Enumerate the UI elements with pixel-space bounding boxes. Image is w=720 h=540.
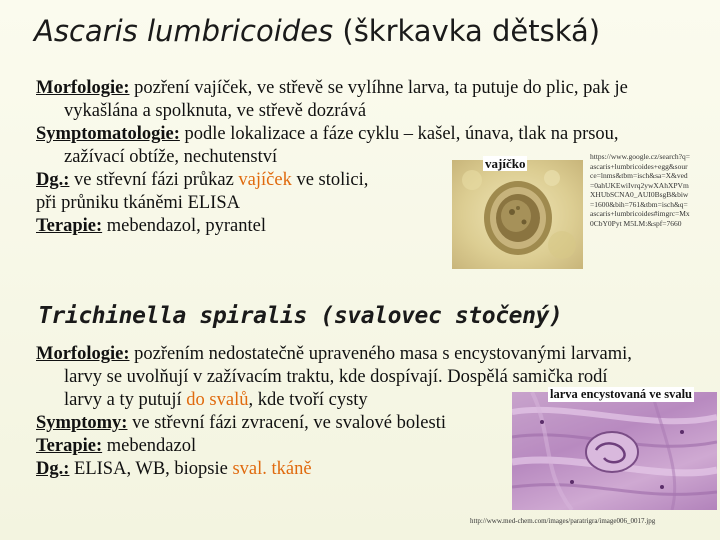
symptomatologie-label: Symptomatologie:: [36, 124, 180, 144]
morfologie-text-cont: vykašlána a spolknuta, ve střevě dozrává: [64, 101, 367, 121]
terapie2-label: Terapie:: [36, 436, 103, 456]
dg-highlight: vajíček: [238, 170, 292, 190]
species-name-ascaris: Ascaris lumbricoides: [34, 14, 334, 48]
dg-label: Dg.:: [36, 170, 70, 190]
symptomatologie-text: podle lokalizace a fáze cyklu – kašel, únava, tlak na prsou,: [179, 124, 619, 144]
egg-image-caption: vajíčko: [485, 156, 526, 171]
morfologie2-highlight: do svalů: [186, 390, 249, 410]
larva-image-source-url[interactable]: http://www.med-chem.com/images/paratrigra/image006_0017.jpg: [470, 517, 656, 525]
morfologie2-text: pozřením nedostatečně upraveného masa s encystovanými larvami,: [129, 344, 632, 364]
dg-text-b: ve stolici,: [291, 170, 369, 190]
morfologie2-paragraph: [36, 343, 716, 366]
dg-line2: při průniku tkáněmi ELISA: [36, 193, 240, 213]
morfologie2-text-cont: larvy se uvolňují v zažívacím traktu, kde dospívají. Dospělá samička rodí: [64, 367, 608, 387]
common-name-ascaris: (škrkavka dětská): [333, 14, 601, 48]
symptomatologie-text-cont: zažívací obtíže, nechutenství: [64, 147, 278, 167]
terapie-label: Terapie:: [36, 216, 103, 236]
section2-title: Trichinella spiralis (svalovec stočený): [38, 303, 563, 329]
terapie-text: mebendazol, pyrantel: [102, 216, 266, 236]
terapie2-text: mebendazol: [102, 436, 197, 456]
morfologie2-text3b: , kde tvoří cysty: [248, 390, 368, 410]
symptomy-label: Symptomy:: [36, 413, 128, 433]
dg2-text: ELISA, WB, biopsie: [69, 459, 233, 479]
morfologie-paragraph: [36, 77, 716, 100]
egg-image-source-url[interactable]: https://www.google.cz/search?q=ascaris+lumbricoides+egg&source=lnms&tbm=isch&sa=X&ved=0ahUKEwiIvrq2ywXAhXPVmXHUbSCNA0_AUI0BsgB&biw=1600&bih=761&tbm=isch&q=ascaris+lumbricoides#imgrc=Mx0CbY0Pyt M5LM:&spf=7660: [590, 152, 690, 228]
symptomy-text: ve střevní fázi zvracení, ve svalové bolesti: [127, 413, 446, 433]
morfologie-text: pozření vajíček, ve střevě se vylíhne larva, ta putuje do plic, pak je: [129, 78, 628, 98]
dg2-label: Dg.:: [36, 459, 70, 479]
ascaris-egg-image: [452, 160, 583, 269]
larva-image-caption: larva encystovaná ve svalu: [550, 387, 693, 401]
section1-title: [34, 14, 714, 48]
morfologie2-label: Morfologie:: [36, 344, 130, 364]
dg-text: ve střevní fázi průkaz: [69, 170, 239, 190]
trichinella-larva-image: [512, 392, 717, 510]
symptomatologie-paragraph: [36, 123, 716, 146]
morfologie-label: Morfologie:: [36, 78, 130, 98]
dg2-highlight: sval. tkáně: [232, 459, 312, 479]
morfologie2-text3a: larvy a ty putují: [64, 390, 187, 410]
